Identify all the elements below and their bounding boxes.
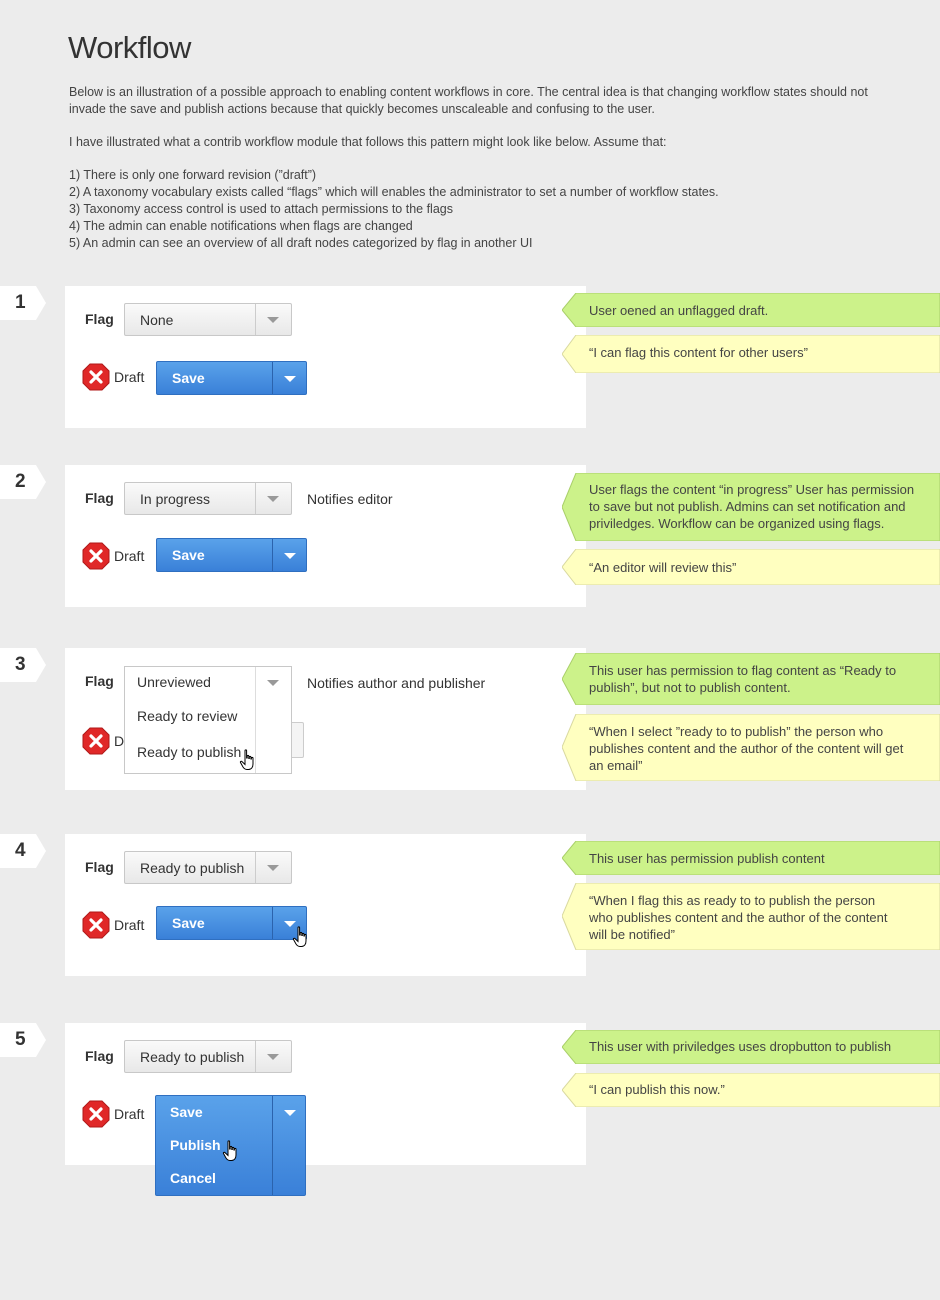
flag-label: Flag (85, 673, 114, 689)
flag-select[interactable] (124, 482, 292, 515)
draft-status-label: Draft (114, 548, 145, 564)
step-number-badge (0, 1023, 46, 1057)
list-item: 2) A taxonomy vocabulary exists called “flags” which will enables the administrator to set a number of workflow states. (69, 185, 719, 199)
draft-status-label: Draft (114, 917, 145, 933)
notification-text: Notifies editor (307, 491, 393, 507)
note-green (562, 1030, 940, 1064)
flag-label: Flag (85, 311, 114, 327)
save-dropbutton[interactable] (156, 361, 307, 395)
flag-select[interactable] (124, 1040, 292, 1073)
hand-pointer-icon (222, 1140, 240, 1162)
step-panel (65, 286, 586, 428)
flag-select[interactable] (124, 303, 292, 336)
note-text: This user has permission to flag content as “Ready to publish”, but not to publish content. (589, 663, 897, 695)
save-button-label: Save (172, 547, 205, 563)
chevron-down-icon[interactable] (284, 1110, 296, 1116)
publish-button[interactable]: Publish (170, 1137, 221, 1153)
cancel-button[interactable]: Cancel (170, 1170, 216, 1186)
note-text: This user with priviledges uses dropbutton to publish (589, 1039, 892, 1054)
flag-option-ready-to-publish[interactable]: Ready to publish (137, 744, 242, 760)
hand-pointer-icon (239, 749, 257, 771)
flag-select-value: None (140, 312, 174, 328)
flag-select-value: Ready to publish (140, 860, 245, 876)
step-panel (65, 465, 586, 607)
flag-option-ready-to-review[interactable]: Ready to review (137, 708, 238, 724)
step-number: 5 (15, 1029, 26, 1050)
draft-status-label: Draft (114, 369, 145, 385)
flag-option-unreviewed[interactable]: Unreviewed (137, 674, 211, 690)
step-number-badge (0, 465, 46, 499)
list-item: 1) There is only one forward revision (”draft”) (69, 168, 317, 182)
note-text: “When I flag this as ready to to publish the person who publishes content and the author of the content will be notified” (589, 893, 888, 942)
note-text: User oened an unflagged draft. (589, 303, 769, 318)
step-number: 2 (15, 471, 26, 492)
save-button[interactable]: Save (170, 1104, 203, 1120)
flag-select-value: Ready to publish (140, 1049, 245, 1065)
notification-text: Notifies author and publisher (307, 675, 486, 691)
flag-select-value: In progress (140, 491, 211, 507)
step-number-badge (0, 286, 46, 320)
chevron-down-icon (267, 865, 279, 871)
flag-label: Flag (85, 1048, 114, 1064)
step-number: 4 (15, 840, 26, 861)
chevron-down-icon[interactable] (284, 376, 296, 382)
chevron-down-icon[interactable] (267, 680, 279, 686)
step-number: 3 (15, 654, 26, 675)
draft-status-label: Draft (114, 1106, 145, 1122)
error-x-icon (82, 542, 110, 570)
list-item: 3) Taxonomy access control is used to attach permissions to the flags (69, 202, 453, 216)
save-dropbutton[interactable] (156, 906, 307, 940)
note-text: “An editor will review this” (589, 560, 737, 575)
step-panel (65, 648, 586, 790)
note-yellow (562, 549, 940, 585)
note-text: “I can flag this content for other users” (589, 345, 808, 360)
note-yellow (562, 714, 940, 781)
note-text: This user has permission publish content (589, 851, 825, 866)
intro (69, 84, 889, 252)
note-yellow (562, 335, 940, 373)
note-green (562, 473, 940, 541)
step-number-badge (0, 648, 46, 682)
error-x-icon (82, 363, 110, 391)
draft-status-label: D (114, 733, 125, 749)
save-dropbutton[interactable] (156, 538, 307, 572)
flag-select[interactable] (124, 851, 292, 884)
page-title: Workflow (68, 30, 191, 65)
step-number-badge (0, 834, 46, 868)
intro-paragraph: I have illustrated what a contrib workflow module that follows this pattern might look like below. Assume that: (69, 135, 667, 149)
note-green (562, 293, 940, 327)
note-text: “When I select ”ready to to publish” the person who publishes content and the author of the content will get an email” (589, 724, 904, 773)
error-x-icon (82, 911, 110, 939)
step-panel (65, 834, 586, 976)
flag-label: Flag (85, 859, 114, 875)
intro-paragraph: Below is an illustration of a possible approach to enabling content workflows in core. The central idea is that changing workflow states should not invade the save and publish actions because that quickly becomes unscaleable and confusing to the user. (69, 85, 868, 116)
step-panel (65, 1023, 586, 1186)
note-yellow (562, 1073, 940, 1107)
error-x-icon (82, 1100, 110, 1128)
note-text: User flags the content “in progress” User has permission to save but not publish. Admins can set notification and priviledges. Workflow can be organized using flags. (589, 482, 915, 531)
chevron-down-icon (267, 317, 279, 323)
step-number: 1 (15, 292, 26, 313)
note-yellow (562, 883, 940, 950)
hand-pointer-icon (292, 926, 310, 948)
save-button-label: Save (172, 370, 205, 386)
list-item: 5) An admin can see an overview of all draft nodes categorized by flag in another UI (69, 236, 533, 250)
chevron-down-icon[interactable] (284, 553, 296, 559)
chevron-down-icon (267, 1054, 279, 1060)
note-green (562, 841, 940, 875)
flag-label: Flag (85, 490, 114, 506)
flag-select-open[interactable] (124, 666, 292, 774)
note-green (562, 653, 940, 705)
assumptions-list (69, 167, 889, 252)
chevron-down-icon (267, 496, 279, 502)
note-text: “I can publish this now.” (589, 1082, 725, 1097)
list-item: 4) The admin can enable notifications when flags are changed (69, 219, 413, 233)
save-button-label: Save (172, 915, 205, 931)
error-x-icon (82, 727, 110, 755)
